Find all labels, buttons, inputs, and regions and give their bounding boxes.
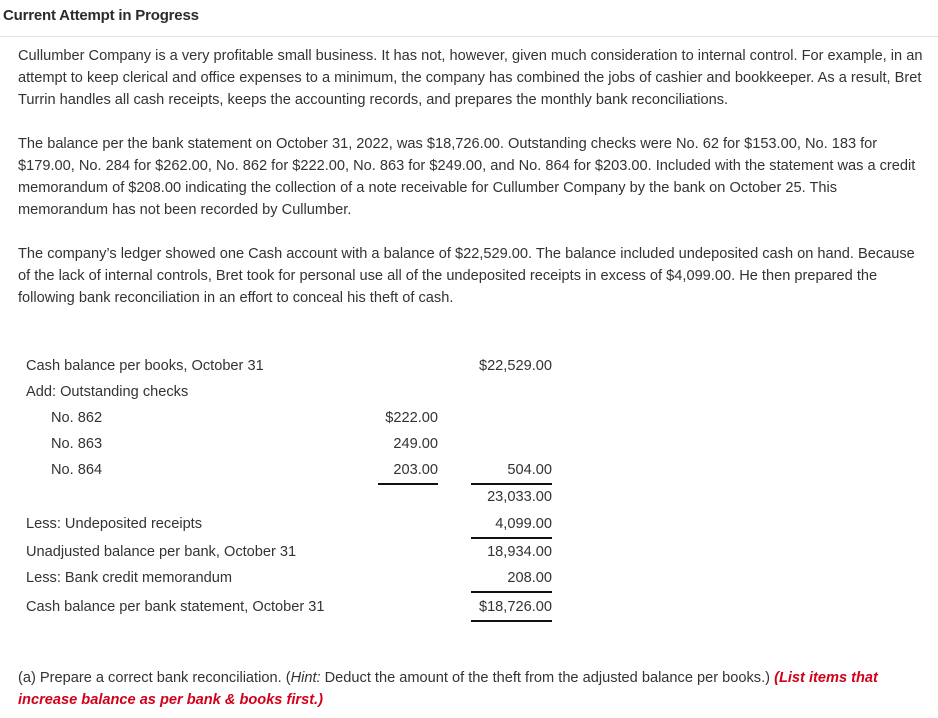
recon-check-amount: 249.00 [393, 436, 438, 452]
recon-label: Unadjusted balance per bank, October 31 [26, 544, 297, 560]
hint-label: Hint: [290, 670, 321, 686]
double-underline [471, 620, 552, 622]
recon-amount: $18,726.00 [478, 599, 552, 615]
recon-label: Add: Outstanding checks [26, 384, 189, 400]
recon-row-check [26, 433, 566, 455]
recon-check-amount: 203.00 [393, 462, 438, 478]
recon-row-check [26, 407, 566, 429]
recon-label: Less: Bank credit memorandum [26, 570, 233, 586]
recon-row-add-outstanding [26, 381, 566, 403]
question-instruction: (List items that increase balance as per bank & books first.) [18, 670, 878, 708]
recon-check-amount: $222.00 [385, 410, 438, 426]
question-part-a [18, 667, 930, 711]
recon-label: No. 863 [51, 436, 103, 452]
underline [471, 537, 552, 539]
recon-amount: 504.00 [507, 462, 552, 478]
underline [471, 483, 552, 485]
recon-row-cash-books [26, 355, 566, 377]
problem-statement [18, 45, 930, 331]
problem-paragraph: Cullumber Company is a very profitable small business. It has not, however, given much consideration to internal control. For example, in an attempt to keep clerical and office expenses to a minimum, the company has combined the jobs of cashier and bookkeeper. As a result, Bret Turrin handles all cash receipts, keeps the accounting records, and prepares the monthly bank reconciliations. [18, 48, 923, 108]
underline [378, 483, 438, 485]
hint-text: Deduct the amount of the theft from the adjusted balance per books.) [320, 670, 771, 686]
recon-amount: 4,099.00 [495, 516, 552, 532]
recon-amount: $22,529.00 [478, 358, 552, 374]
problem-paragraph: The company’s ledger showed one Cash account with a balance of $22,529.00. The balance included undeposited cash on hand. Because of the lack of internal controls, Bret took for personal use all of the undeposited receipts in excess of $4,099.00. He then prepared the following bank reconciliation in an effort to conceal his theft of cash. [18, 246, 915, 306]
recon-label: No. 862 [51, 410, 103, 426]
page-title: Current Attempt in Progress [3, 7, 199, 24]
recon-row-check [26, 459, 566, 481]
underline [471, 591, 552, 593]
recon-row-subtotal [26, 486, 566, 508]
recon-row-undeposited [26, 513, 566, 535]
recon-amount: 18,934.00 [487, 544, 552, 560]
recon-amount: 208.00 [507, 570, 552, 586]
header-divider [0, 36, 938, 37]
recon-label: Less: Undeposited receipts [26, 516, 203, 532]
recon-row-credit-memo [26, 567, 566, 589]
question-part-label: (a) [18, 670, 36, 686]
recon-label: Cash balance per books, October 31 [26, 358, 264, 374]
recon-label: Cash balance per bank statement, October 31 [26, 599, 325, 615]
recon-row-unadjusted [26, 541, 566, 563]
recon-row-cash-bank [26, 596, 566, 618]
question-text: Prepare a correct bank reconciliation. ( [39, 670, 291, 686]
recon-label: No. 864 [51, 462, 103, 478]
recon-amount: 23,033.00 [487, 489, 552, 505]
problem-paragraph: The balance per the bank statement on October 31, 2022, was $18,726.00. Outstanding checks were No. 62 for $153.00, No. 183 for $179.00, No. 284 for $262.00, No. 862 for $222.00, No. 863 for $249.00, and No. 864 for $203.00. Included with the statement was a credit memorandum of $208.00 indicating the collection of a note receivable for Cullumber Company by the bank on October 25. This memorandum has not been recorded by Cullumber. [18, 136, 916, 218]
